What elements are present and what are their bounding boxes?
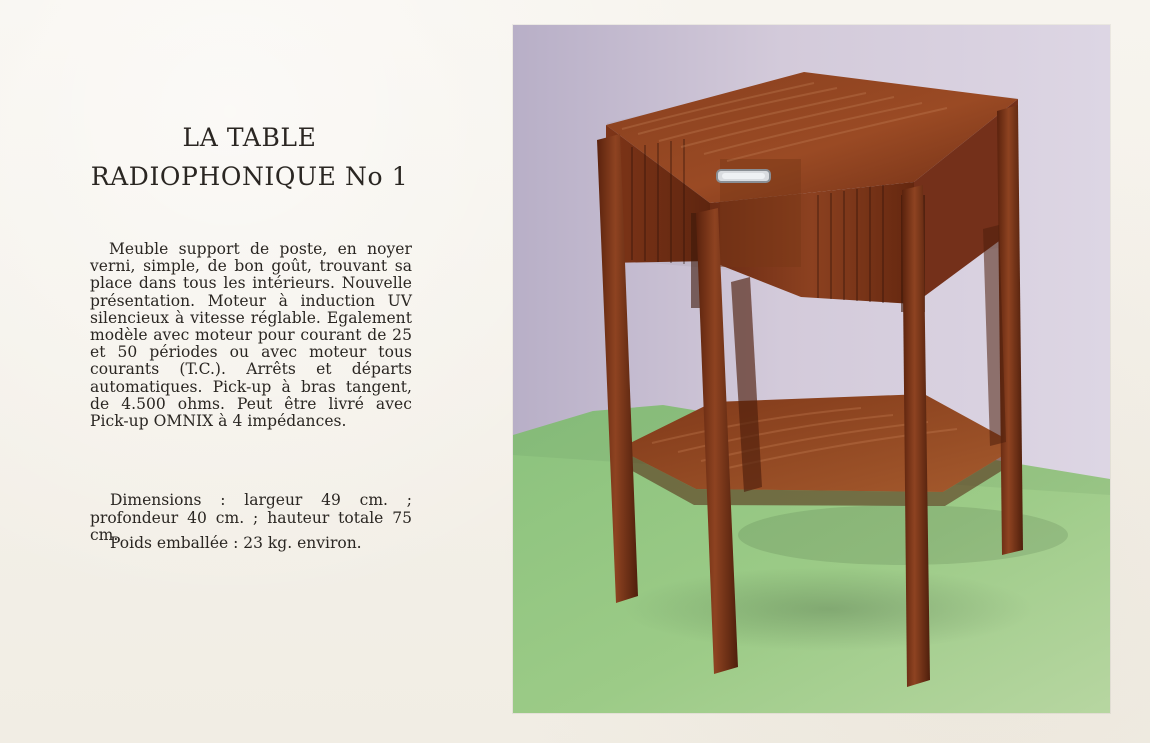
title-line-2: RADIOPHONIQUE No 1: [90, 162, 409, 191]
furniture-illustration: [513, 25, 1110, 713]
furniture-photo: [513, 25, 1110, 713]
product-description: Meuble support de poste, en noyer verni, simple, de bon goût, trouvant sa place dans tous les intérieurs. Nouvelle présentation. Moteur à induction UV silencieux à vitesse réglable. Egalement modèle avec moteur pour courant de 25 et 50 périodes ou avec moteur tous courants (T.C.). Arrêts et départs automatiques. Pick-up à bras tangent, de 4.500 ohms. Peut être livré avec Pick-up OMNIX à 4 impédances.: [90, 240, 412, 431]
weight-text: Poids emballée : 23 kg. environ.: [110, 534, 362, 552]
drawer-handle: [717, 170, 770, 182]
dimensions-text: Dimensions : largeur 49 cm. ; profondeur 40 cm. ; hauteur totale 75 cm.: [90, 491, 412, 544]
title-block: [72, 118, 427, 196]
title-line-1: LA TABLE: [182, 123, 317, 152]
